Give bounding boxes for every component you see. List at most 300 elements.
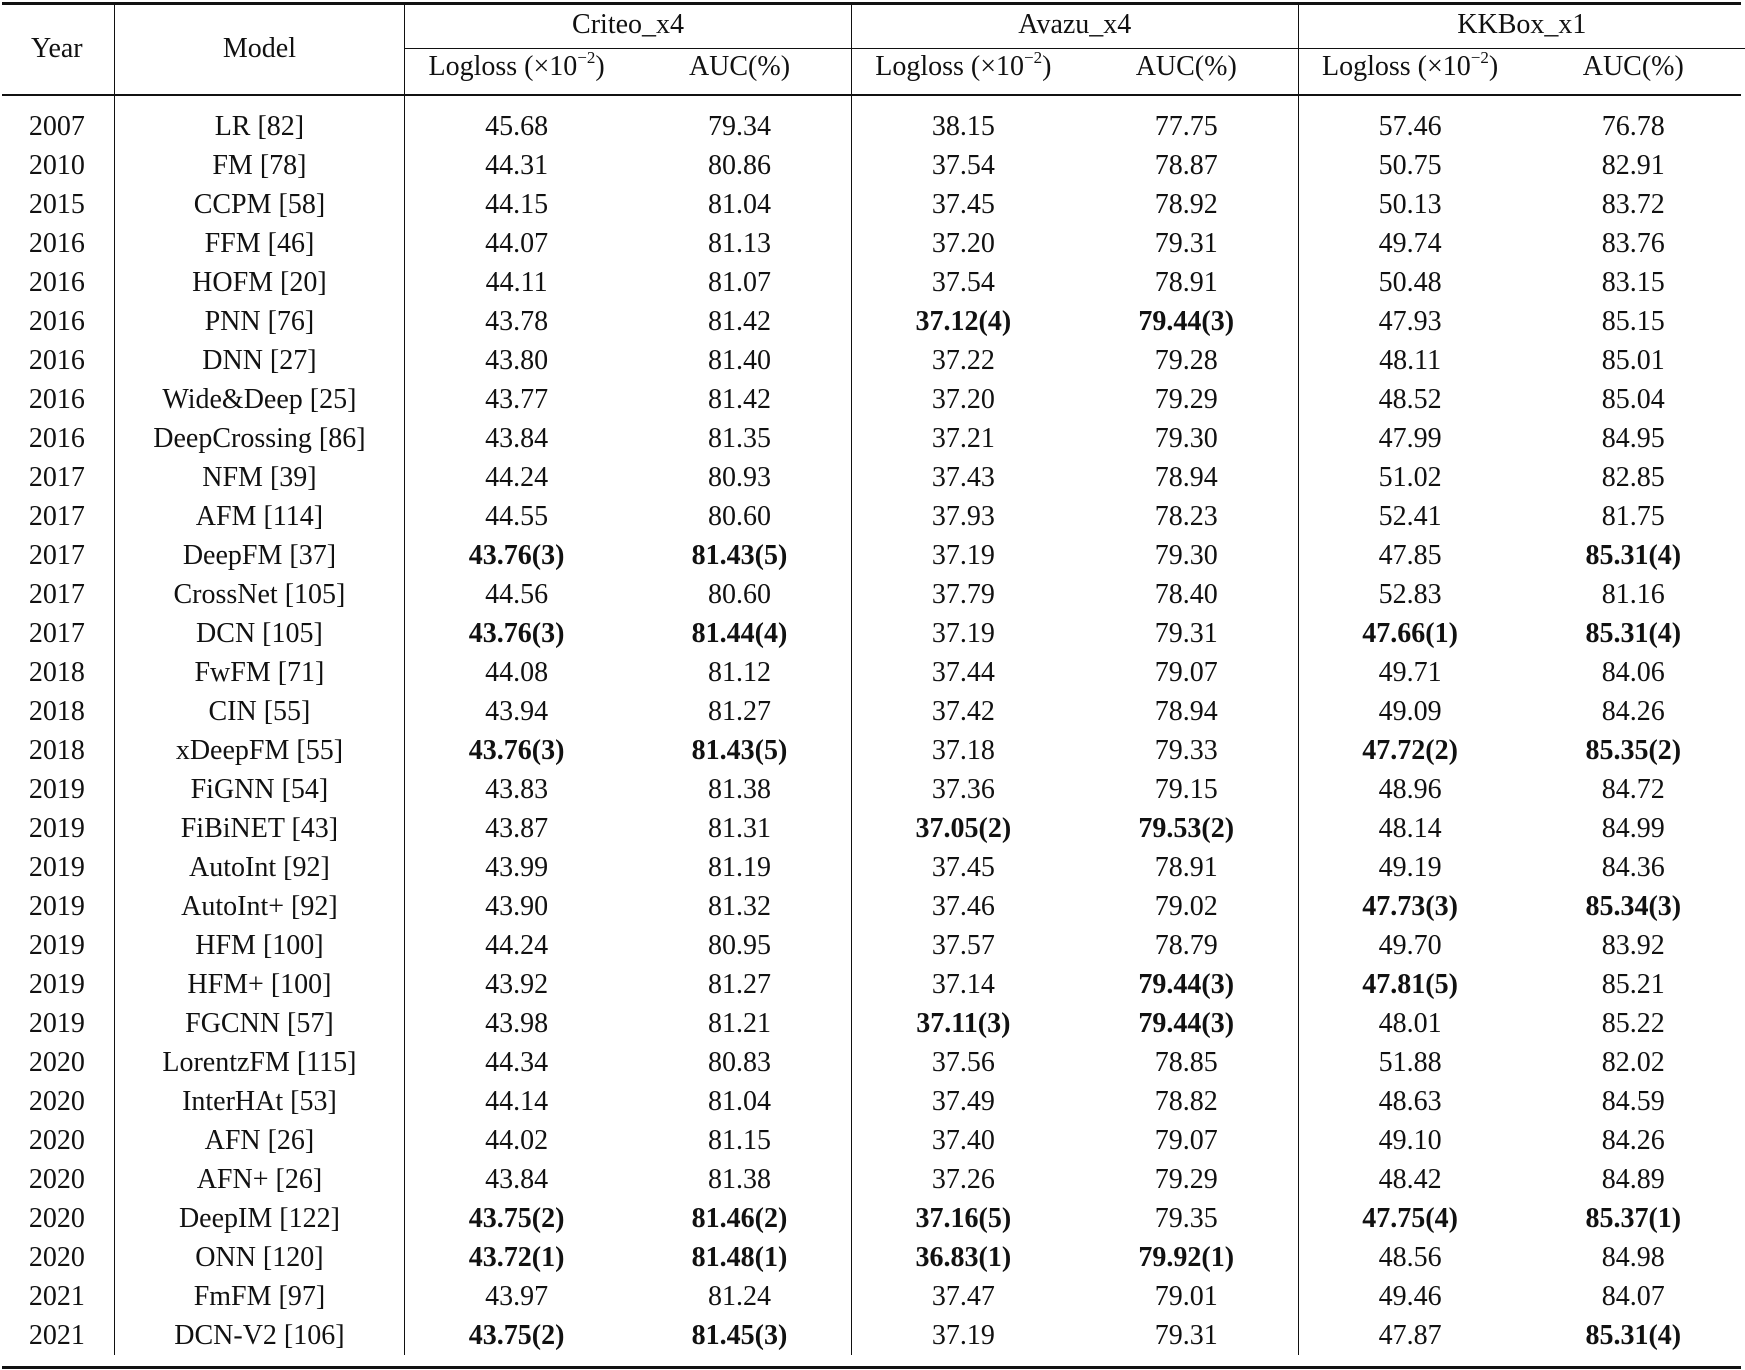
- year-cell: 2017: [0, 536, 114, 575]
- table-row: [0, 731, 1745, 770]
- avazu-auc-cell: 79.28: [1075, 341, 1298, 380]
- table-row: [0, 770, 1745, 809]
- year-cell: 2020: [0, 1082, 114, 1121]
- criteo-auc-cell: 80.95: [628, 926, 851, 965]
- kkbox-auc-cell: 85.22: [1601, 1007, 1665, 1039]
- model-cell: FmFM [97]: [114, 1277, 404, 1316]
- year-cell: 2017: [0, 497, 114, 536]
- auc-header: AUC(%): [628, 49, 851, 96]
- criteo-auc-cell: 81.19: [628, 848, 851, 887]
- year-cell: 2018: [0, 692, 114, 731]
- avazu-logloss-cell: 37.54: [931, 149, 995, 181]
- avazu-auc-cell: 79.15: [1075, 770, 1298, 809]
- table-row: [0, 1043, 1745, 1082]
- kkbox-auc-cell: 85.31(4): [1585, 539, 1682, 571]
- logloss-header: Logloss $(\times 10^{-2})$: [1322, 48, 1499, 82]
- avazu-auc-cell: 77.75: [1075, 95, 1298, 146]
- kkbox-logloss-cell: 47.87: [1378, 1319, 1442, 1351]
- year-cell: 2020: [0, 1121, 114, 1160]
- model-cell: LR [82]: [114, 95, 404, 146]
- criteo-auc-cell: 81.21: [628, 1004, 851, 1043]
- kkbox-logloss-cell: 47.81(5): [1362, 968, 1458, 1000]
- kkbox-logloss-cell: 47.85: [1378, 539, 1442, 571]
- year-cell: 2019: [0, 926, 114, 965]
- year-cell: 2016: [0, 380, 114, 419]
- criteo-logloss-cell: 43.83: [485, 773, 549, 805]
- criteo-auc-cell: 81.07: [628, 263, 851, 302]
- dataset-header-kkbox: KKBox_x1: [1298, 2, 1745, 49]
- table-row: [0, 1082, 1745, 1121]
- kkbox-logloss-cell: 49.71: [1378, 656, 1442, 688]
- model-cell: ONN [120]: [114, 1238, 404, 1277]
- criteo-auc-cell: 81.40: [628, 341, 851, 380]
- avazu-logloss-cell: 37.79: [931, 578, 995, 610]
- avazu-logloss-cell: 37.47: [931, 1280, 995, 1312]
- criteo-auc-cell: 81.12: [628, 653, 851, 692]
- criteo-logloss-cell: 44.02: [485, 1124, 549, 1156]
- kkbox-auc-cell: 83.72: [1601, 188, 1665, 220]
- criteo-auc-cell: 80.93: [628, 458, 851, 497]
- model-cell: CCPM [58]: [114, 185, 404, 224]
- criteo-logloss-cell: 43.90: [485, 890, 549, 922]
- table-header: [0, 2, 1745, 95]
- kkbox-auc-cell: 84.98: [1601, 1241, 1665, 1273]
- avazu-auc-cell: 79.33: [1075, 731, 1298, 770]
- table-row: [0, 965, 1745, 1004]
- table-row: [0, 1004, 1745, 1043]
- avazu-auc-cell: 78.85: [1075, 1043, 1298, 1082]
- table-row: [0, 341, 1745, 380]
- avazu-logloss-cell: 38.15: [931, 110, 995, 142]
- table-row: [0, 614, 1745, 653]
- table-bottom-rule: [2, 1366, 1741, 1369]
- kkbox-logloss-cell: 47.99: [1378, 422, 1442, 454]
- avazu-logloss-cell: 37.56: [931, 1046, 995, 1078]
- criteo-auc-cell: 81.35: [628, 419, 851, 458]
- avazu-logloss-cell: 37.57: [931, 929, 995, 961]
- criteo-auc-cell: 80.60: [628, 575, 851, 614]
- criteo-logloss-cell: 43.75(2): [468, 1202, 565, 1234]
- criteo-logloss-cell: 43.75(2): [468, 1319, 565, 1351]
- criteo-logloss-cell: 43.76(3): [468, 617, 565, 649]
- avazu-logloss-cell: 37.11(3): [916, 1007, 1011, 1039]
- criteo-auc-cell: 81.45(3): [628, 1316, 851, 1355]
- avazu-auc-cell: 78.79: [1075, 926, 1298, 965]
- year-cell: 2019: [0, 848, 114, 887]
- kkbox-auc-cell: 84.07: [1601, 1280, 1665, 1312]
- kkbox-logloss-cell: 47.72(2): [1362, 734, 1458, 766]
- model-cell: AutoInt+ [92]: [114, 887, 404, 926]
- model-cell: DeepIM [122]: [114, 1199, 404, 1238]
- criteo-logloss-cell: 43.87: [485, 812, 549, 844]
- kkbox-logloss-cell: 50.75: [1378, 149, 1442, 181]
- model-cell: CrossNet [105]: [114, 575, 404, 614]
- avazu-logloss-cell: 37.18: [931, 734, 995, 766]
- avazu-auc-cell: 79.44(3): [1075, 965, 1298, 1004]
- avazu-auc-cell: 78.94: [1075, 458, 1298, 497]
- kkbox-auc-cell: 84.36: [1601, 851, 1665, 883]
- avazu-logloss-cell: 37.19: [931, 617, 995, 649]
- avazu-auc-cell: 79.01: [1075, 1277, 1298, 1316]
- criteo-auc-cell: 81.43(5): [628, 536, 851, 575]
- year-cell: 2010: [0, 146, 114, 185]
- kkbox-auc-cell: 84.59: [1601, 1085, 1665, 1117]
- avazu-logloss-cell: 37.54: [931, 266, 995, 298]
- year-cell: 2020: [0, 1043, 114, 1082]
- table-body: [0, 95, 1745, 1355]
- table-row: [0, 1160, 1745, 1199]
- kkbox-auc-cell: 85.37(1): [1585, 1202, 1682, 1234]
- kkbox-logloss-cell: 49.19: [1378, 851, 1442, 883]
- kkbox-logloss-cell: 51.88: [1378, 1046, 1442, 1078]
- criteo-auc-cell: 81.48(1): [628, 1238, 851, 1277]
- year-cell: 2020: [0, 1199, 114, 1238]
- kkbox-logloss-cell: 49.46: [1378, 1280, 1442, 1312]
- model-cell: AutoInt [92]: [114, 848, 404, 887]
- avazu-auc-cell: 79.44(3): [1075, 1004, 1298, 1043]
- avazu-auc-cell: 78.82: [1075, 1082, 1298, 1121]
- kkbox-logloss-cell: 49.10: [1378, 1124, 1442, 1156]
- criteo-logloss-cell: 44.24: [485, 929, 549, 961]
- criteo-logloss-cell: 43.76(3): [468, 734, 565, 766]
- model-cell: InterHAt [53]: [114, 1082, 404, 1121]
- year-cell: 2020: [0, 1238, 114, 1277]
- dataset-header-avazu: Avazu_x4: [851, 2, 1298, 49]
- criteo-logloss-cell: 43.76(3): [468, 539, 565, 571]
- criteo-auc-cell: 79.34: [628, 95, 851, 146]
- kkbox-logloss-cell: 50.13: [1378, 188, 1442, 220]
- kkbox-logloss-cell: 52.41: [1378, 500, 1442, 532]
- kkbox-logloss-cell: 49.09: [1378, 695, 1442, 727]
- model-cell: FiBiNET [43]: [114, 809, 404, 848]
- avazu-logloss-cell: 36.83(1): [915, 1241, 1012, 1273]
- avazu-logloss-cell: 37.46: [931, 890, 995, 922]
- avazu-auc-cell: 79.07: [1075, 1121, 1298, 1160]
- year-cell: 2019: [0, 770, 114, 809]
- avazu-auc-cell: 79.29: [1075, 380, 1298, 419]
- criteo-auc-cell: 81.32: [628, 887, 851, 926]
- criteo-logloss-cell: 44.11: [485, 266, 548, 298]
- avazu-logloss-cell: 37.19: [931, 539, 995, 571]
- model-cell: DCN [105]: [114, 614, 404, 653]
- table-row: [0, 95, 1745, 146]
- avazu-logloss-cell: 37.14: [931, 968, 995, 1000]
- dataset-header-criteo: Criteo_x4: [405, 2, 852, 49]
- table-row: [0, 926, 1745, 965]
- avazu-logloss-cell: 37.40: [931, 1124, 995, 1156]
- avazu-logloss-cell: 37.26: [931, 1163, 995, 1195]
- table-row: [0, 302, 1745, 341]
- criteo-logloss-cell: 43.77: [485, 383, 549, 415]
- kkbox-logloss-cell: 47.75(4): [1362, 1202, 1458, 1234]
- criteo-logloss-cell: 43.80: [485, 344, 549, 376]
- avazu-logloss-cell: 37.36: [931, 773, 995, 805]
- year-cell: 2017: [0, 614, 114, 653]
- avazu-auc-cell: 79.92(1): [1075, 1238, 1298, 1277]
- avazu-auc-cell: 79.44(3): [1075, 302, 1298, 341]
- avazu-auc-cell: 78.23: [1075, 497, 1298, 536]
- kkbox-logloss-cell: 52.83: [1378, 578, 1442, 610]
- model-cell: xDeepFM [55]: [114, 731, 404, 770]
- criteo-logloss-cell: 43.84: [485, 1163, 549, 1195]
- avazu-auc-cell: 79.30: [1075, 419, 1298, 458]
- kkbox-logloss-cell: 48.63: [1378, 1085, 1442, 1117]
- criteo-auc-cell: 81.38: [628, 1160, 851, 1199]
- model-cell: DCN-V2 [106]: [114, 1316, 404, 1355]
- kkbox-auc-cell: 85.34(3): [1585, 890, 1682, 922]
- year-cell: 2016: [0, 419, 114, 458]
- kkbox-auc-cell: 82.02: [1601, 1046, 1665, 1078]
- model-cell: AFM [114]: [114, 497, 404, 536]
- kkbox-logloss-cell: 48.96: [1378, 773, 1442, 805]
- table-row: [0, 185, 1745, 224]
- year-cell: 2021: [0, 1277, 114, 1316]
- year-cell: 2016: [0, 224, 114, 263]
- table-row: [0, 536, 1745, 575]
- model-cell: Wide&Deep [25]: [114, 380, 404, 419]
- table-row: [0, 224, 1745, 263]
- logloss-header: Logloss $(\times 10^{-2})$: [428, 48, 605, 82]
- kkbox-logloss-cell: 47.93: [1378, 305, 1442, 337]
- table-row: [0, 653, 1745, 692]
- criteo-logloss-cell: 44.34: [485, 1046, 549, 1078]
- avazu-auc-cell: 78.40: [1075, 575, 1298, 614]
- kkbox-auc-cell: 82.91: [1601, 149, 1665, 181]
- table-row: [0, 458, 1745, 497]
- kkbox-logloss-cell: 48.01: [1378, 1007, 1442, 1039]
- avazu-logloss-cell: 37.12(4): [915, 305, 1012, 337]
- kkbox-auc-cell: 84.72: [1601, 773, 1665, 805]
- year-cell: 2016: [0, 263, 114, 302]
- table-row: [0, 380, 1745, 419]
- criteo-logloss-cell: 43.99: [485, 851, 549, 883]
- criteo-logloss-cell: 44.07: [485, 227, 549, 259]
- table-row: [0, 692, 1745, 731]
- avazu-auc-cell: 78.92: [1075, 185, 1298, 224]
- criteo-logloss-cell: 43.98: [485, 1007, 549, 1039]
- year-cell: 2019: [0, 965, 114, 1004]
- kkbox-logloss-cell: 48.56: [1378, 1241, 1442, 1273]
- criteo-auc-cell: 81.24: [628, 1277, 851, 1316]
- kkbox-logloss-cell: 48.52: [1378, 383, 1442, 415]
- avazu-auc-cell: 79.31: [1075, 1316, 1298, 1355]
- model-cell: HFM+ [100]: [114, 965, 404, 1004]
- kkbox-logloss-cell: 47.73(3): [1362, 890, 1458, 922]
- year-cell: 2021: [0, 1316, 114, 1355]
- year-cell: 2015: [0, 185, 114, 224]
- criteo-logloss-cell: 43.72(1): [468, 1241, 565, 1273]
- criteo-logloss-cell: 44.56: [485, 578, 549, 610]
- model-cell: HFM [100]: [114, 926, 404, 965]
- criteo-auc-cell: 81.46(2): [628, 1199, 851, 1238]
- kkbox-auc-cell: 85.31(4): [1585, 617, 1682, 649]
- criteo-logloss-cell: 45.68: [485, 110, 549, 142]
- kkbox-auc-cell: 84.26: [1601, 1124, 1665, 1156]
- year-cell: 2019: [0, 1004, 114, 1043]
- table-row: [0, 1199, 1745, 1238]
- kkbox-logloss-cell: 49.70: [1378, 929, 1442, 961]
- criteo-logloss-cell: 44.08: [485, 656, 549, 688]
- criteo-auc-cell: 81.04: [628, 1082, 851, 1121]
- criteo-logloss-cell: 43.84: [485, 422, 549, 454]
- avazu-logloss-cell: 37.20: [931, 227, 995, 259]
- kkbox-auc-cell: 76.78: [1601, 110, 1665, 142]
- avazu-auc-cell: 79.29: [1075, 1160, 1298, 1199]
- avazu-logloss-cell: 37.05(2): [915, 812, 1012, 844]
- table-row: [0, 263, 1745, 302]
- kkbox-auc-cell: 83.15: [1601, 266, 1665, 298]
- criteo-auc-cell: 81.42: [628, 302, 851, 341]
- kkbox-logloss-cell: 49.74: [1378, 227, 1442, 259]
- criteo-auc-cell: 81.27: [628, 692, 851, 731]
- model-cell: PNN [76]: [114, 302, 404, 341]
- kkbox-logloss-cell: 57.46: [1378, 110, 1442, 142]
- year-cell: 2019: [0, 809, 114, 848]
- criteo-auc-cell: 81.43(5): [628, 731, 851, 770]
- table-row: [0, 809, 1745, 848]
- avazu-logloss-cell: 37.22: [931, 344, 995, 376]
- kkbox-auc-cell: 85.15: [1601, 305, 1665, 337]
- table-row: [0, 497, 1745, 536]
- table-row: [0, 848, 1745, 887]
- kkbox-auc-cell: 84.89: [1601, 1163, 1665, 1195]
- avazu-auc-cell: 79.35: [1075, 1199, 1298, 1238]
- auc-header: AUC(%): [1075, 49, 1298, 96]
- criteo-auc-cell: 81.44(4): [628, 614, 851, 653]
- avazu-auc-cell: 78.91: [1075, 848, 1298, 887]
- model-cell: FwFM [71]: [114, 653, 404, 692]
- avazu-logloss-cell: 37.45: [931, 851, 995, 883]
- criteo-auc-cell: 81.13: [628, 224, 851, 263]
- criteo-auc-cell: 80.86: [628, 146, 851, 185]
- kkbox-auc-cell: 85.21: [1601, 968, 1665, 1000]
- avazu-logloss-cell: 37.21: [931, 422, 995, 454]
- model-cell: AFN [26]: [114, 1121, 404, 1160]
- year-cell: 2018: [0, 653, 114, 692]
- model-column-header: Model: [114, 2, 404, 95]
- model-cell: DeepFM [37]: [114, 536, 404, 575]
- avazu-auc-cell: 78.91: [1075, 263, 1298, 302]
- avazu-auc-cell: 79.31: [1075, 614, 1298, 653]
- model-cell: LorentzFM [115]: [114, 1043, 404, 1082]
- avazu-logloss-cell: 37.16(5): [915, 1202, 1012, 1234]
- kkbox-auc-cell: 82.85: [1601, 461, 1665, 493]
- criteo-logloss-cell: 44.24: [485, 461, 549, 493]
- year-cell: 2016: [0, 302, 114, 341]
- kkbox-auc-cell: 81.16: [1601, 578, 1665, 610]
- kkbox-logloss-cell: 48.42: [1378, 1163, 1442, 1195]
- avazu-logloss-cell: 37.20: [931, 383, 995, 415]
- kkbox-logloss-cell: 50.48: [1378, 266, 1442, 298]
- avazu-auc-cell: 78.94: [1075, 692, 1298, 731]
- table-row: [0, 419, 1745, 458]
- criteo-logloss-cell: 43.78: [485, 305, 549, 337]
- kkbox-auc-cell: 84.99: [1601, 812, 1665, 844]
- avazu-auc-cell: 79.53(2): [1075, 809, 1298, 848]
- kkbox-auc-cell: 83.76: [1601, 227, 1665, 259]
- table-row: [0, 146, 1745, 185]
- criteo-auc-cell: 81.27: [628, 965, 851, 1004]
- criteo-auc-cell: 81.04: [628, 185, 851, 224]
- criteo-logloss-cell: 44.31: [485, 149, 549, 181]
- criteo-auc-cell: 81.15: [628, 1121, 851, 1160]
- kkbox-auc-cell: 84.06: [1601, 656, 1665, 688]
- kkbox-auc-cell: 85.35(2): [1585, 734, 1682, 766]
- kkbox-auc-cell: 85.31(4): [1585, 1319, 1682, 1351]
- kkbox-auc-cell: 81.75: [1601, 500, 1665, 532]
- criteo-auc-cell: 80.83: [628, 1043, 851, 1082]
- criteo-logloss-cell: 43.94: [485, 695, 549, 727]
- model-cell: AFN+ [26]: [114, 1160, 404, 1199]
- avazu-auc-cell: 79.07: [1075, 653, 1298, 692]
- year-column-header: Year: [0, 2, 114, 95]
- kkbox-auc-cell: 83.92: [1601, 929, 1665, 961]
- avazu-logloss-cell: 37.93: [931, 500, 995, 532]
- avazu-logloss-cell: 37.42: [931, 695, 995, 727]
- logloss-header: Logloss $(\times 10^{-2})$: [875, 48, 1052, 82]
- avazu-auc-cell: 79.02: [1075, 887, 1298, 926]
- table-row: [0, 887, 1745, 926]
- year-cell: 2017: [0, 575, 114, 614]
- auc-header: AUC(%): [1582, 51, 1684, 82]
- kkbox-auc-cell: 84.26: [1601, 695, 1665, 727]
- kkbox-logloss-cell: 47.66(1): [1362, 617, 1458, 649]
- kkbox-auc-cell: 85.01: [1601, 344, 1665, 376]
- year-cell: 2007: [0, 95, 114, 146]
- criteo-logloss-cell: 44.15: [485, 188, 549, 220]
- kkbox-auc-cell: 84.95: [1601, 422, 1665, 454]
- criteo-auc-cell: 81.42: [628, 380, 851, 419]
- year-cell: 2018: [0, 731, 114, 770]
- model-cell: CIN [55]: [114, 692, 404, 731]
- year-cell: 2020: [0, 1160, 114, 1199]
- avazu-logloss-cell: 37.49: [931, 1085, 995, 1117]
- avazu-logloss-cell: 37.19: [931, 1319, 995, 1351]
- model-cell: FFM [46]: [114, 224, 404, 263]
- kkbox-logloss-cell: 51.02: [1378, 461, 1442, 493]
- criteo-auc-cell: 81.38: [628, 770, 851, 809]
- year-cell: 2019: [0, 887, 114, 926]
- kkbox-logloss-cell: 48.14: [1378, 812, 1442, 844]
- table-row: [0, 1238, 1745, 1277]
- year-cell: 2017: [0, 458, 114, 497]
- kkbox-auc-cell: 85.04: [1601, 383, 1665, 415]
- table-row: [0, 1277, 1745, 1316]
- avazu-logloss-cell: 37.44: [931, 656, 995, 688]
- avazu-auc-cell: 79.31: [1075, 224, 1298, 263]
- criteo-logloss-cell: 44.14: [485, 1085, 549, 1117]
- model-cell: HOFM [20]: [114, 263, 404, 302]
- avazu-logloss-cell: 37.43: [931, 461, 995, 493]
- model-cell: FM [78]: [114, 146, 404, 185]
- avazu-auc-cell: 78.87: [1075, 146, 1298, 185]
- model-cell: FiGNN [54]: [114, 770, 404, 809]
- criteo-logloss-cell: 44.55: [485, 500, 549, 532]
- table-row: [0, 575, 1745, 614]
- avazu-auc-cell: 79.30: [1075, 536, 1298, 575]
- year-cell: 2016: [0, 341, 114, 380]
- criteo-auc-cell: 80.60: [628, 497, 851, 536]
- criteo-auc-cell: 81.31: [628, 809, 851, 848]
- model-cell: DeepCrossing [86]: [114, 419, 404, 458]
- criteo-logloss-cell: 43.97: [485, 1280, 549, 1312]
- avazu-logloss-cell: 37.45: [931, 188, 995, 220]
- model-cell: DNN [27]: [114, 341, 404, 380]
- table-row: [0, 1316, 1745, 1355]
- model-cell: FGCNN [57]: [114, 1004, 404, 1043]
- criteo-logloss-cell: 43.92: [485, 968, 549, 1000]
- ctr-benchmark-table: [0, 2, 1745, 1355]
